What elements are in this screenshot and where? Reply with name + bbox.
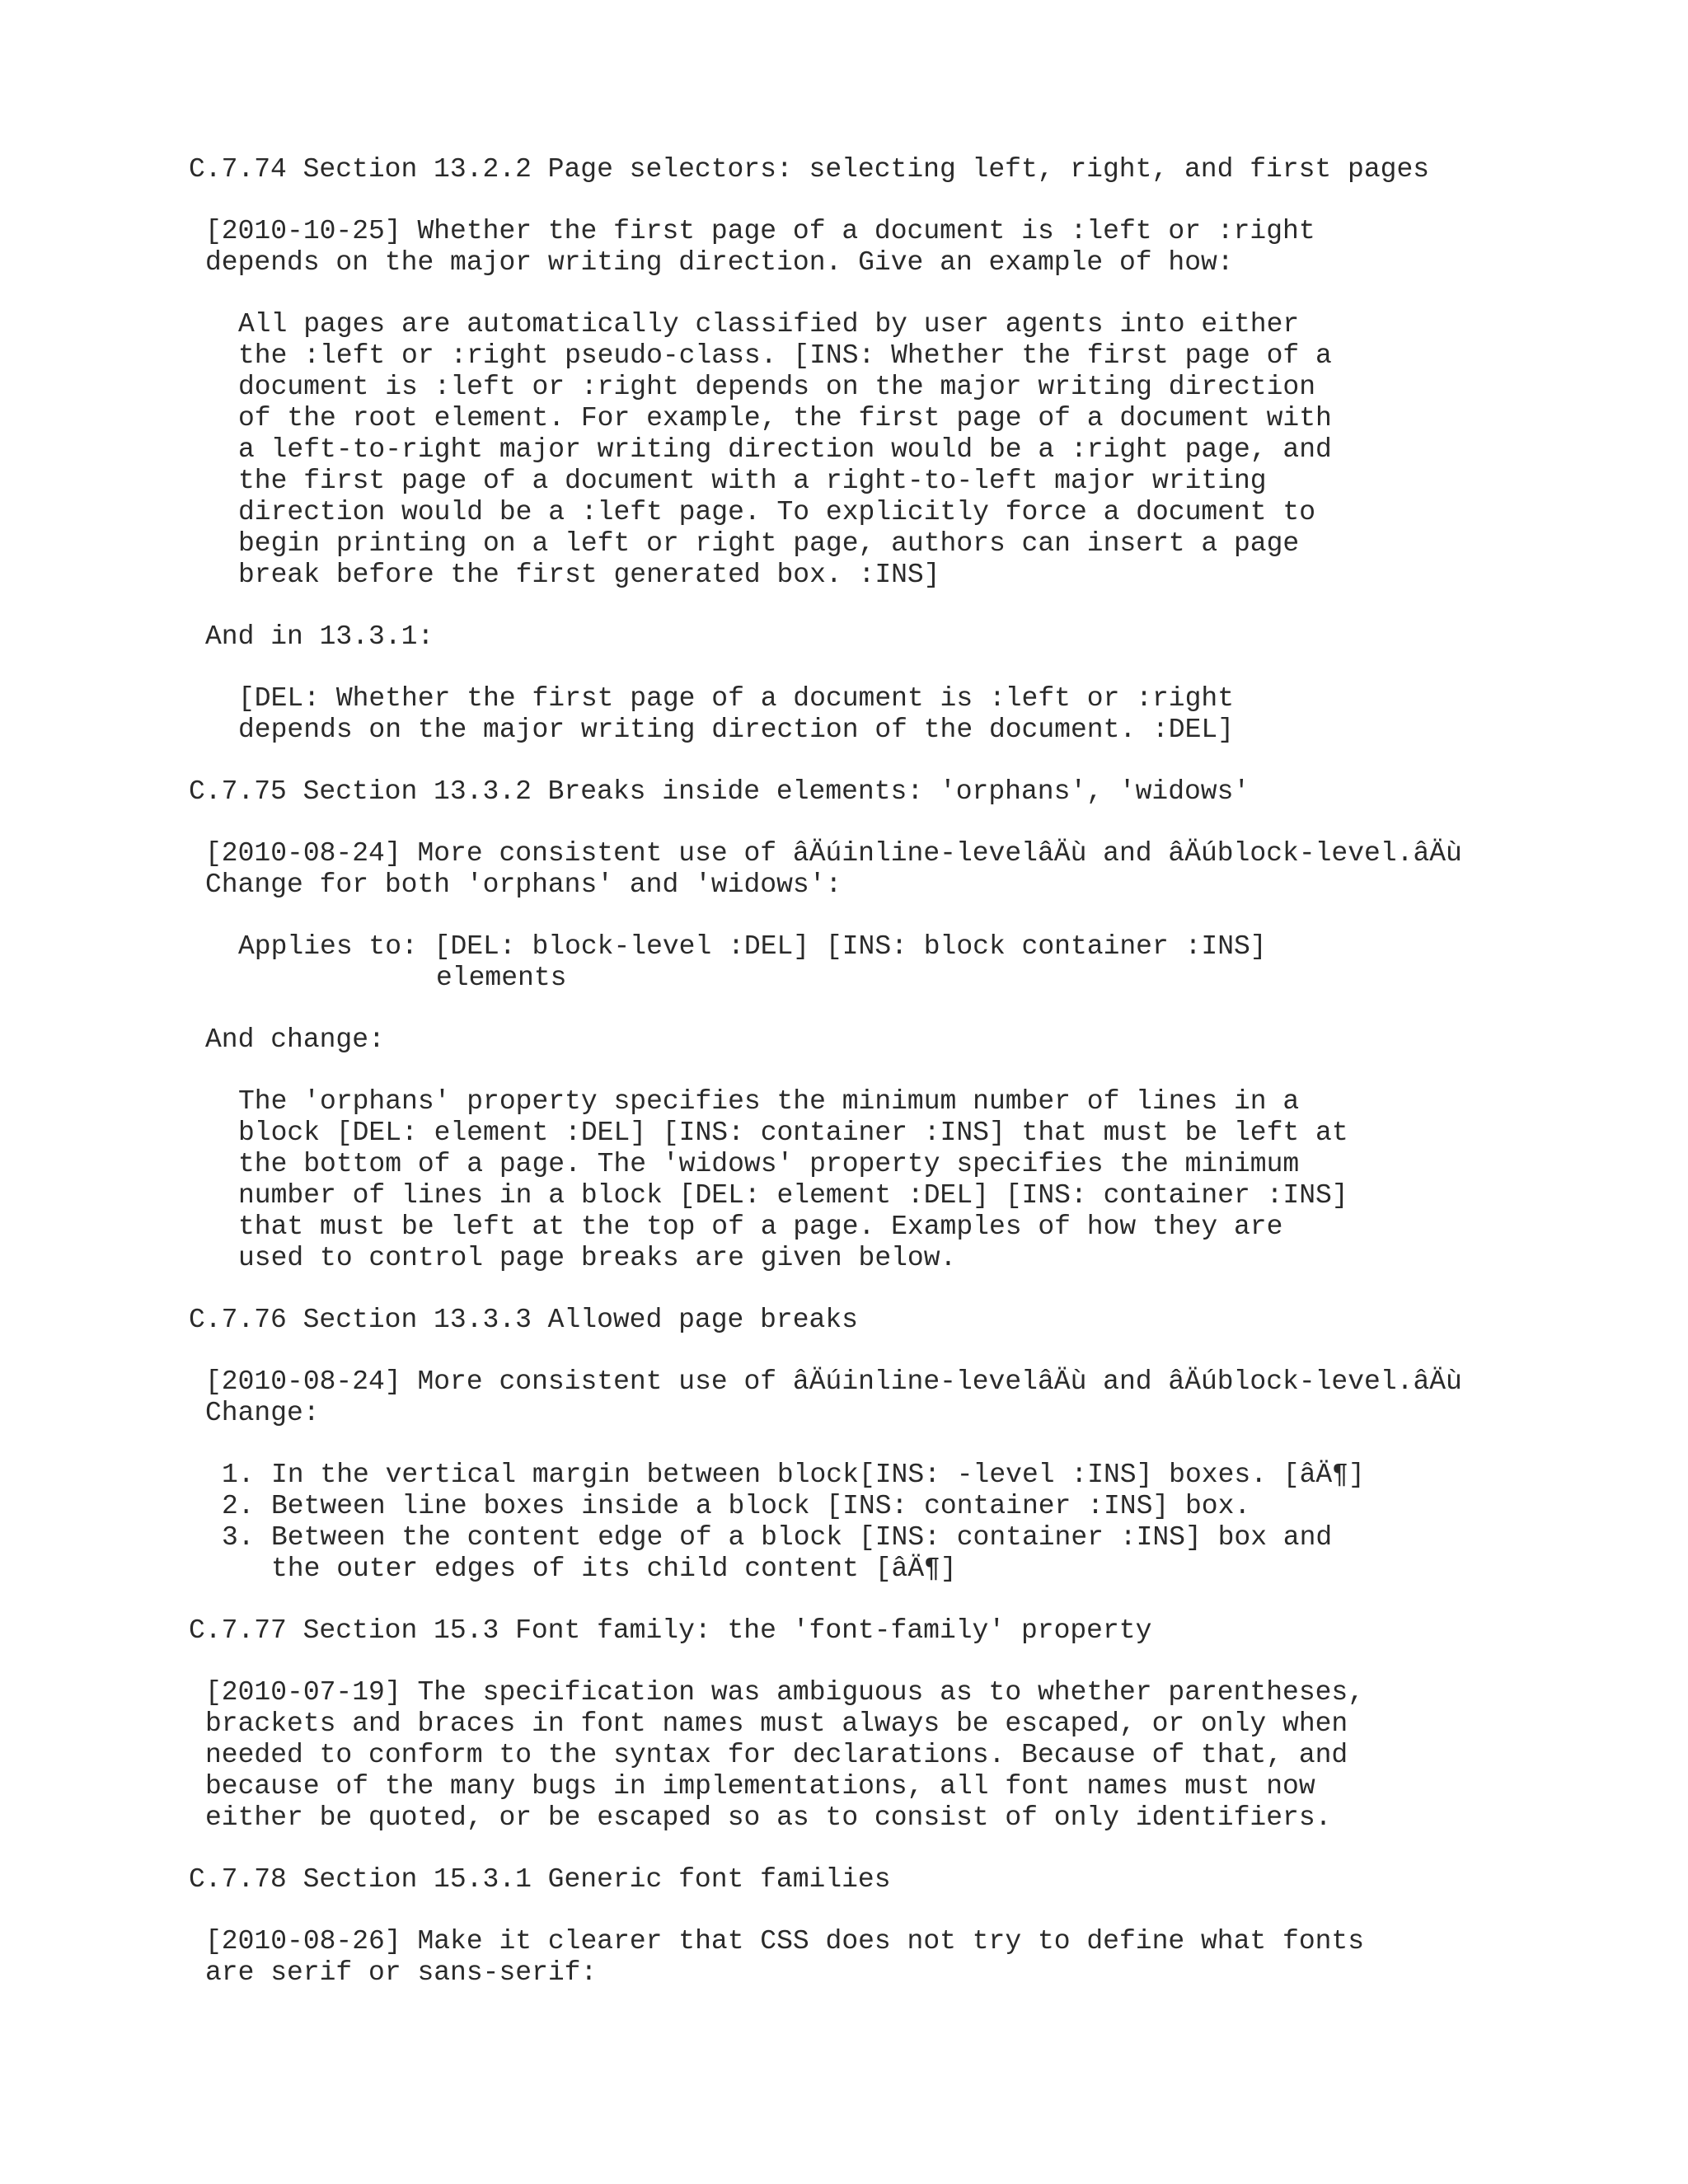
list-item: Between the content edge of a block [INS: container :INS] box and <box>271 1522 1333 1553</box>
section-heading: C.7.77 Section 15.3 Font family: the 'font-family' property <box>189 1615 1152 1646</box>
quote-line: block [DEL: element :DEL] [INS: container :INS] that must be left at <box>238 1118 1348 1148</box>
quote-line: begin printing on a left or right page, authors can insert a page <box>238 528 1300 559</box>
quote-line: [DEL: Whether the first page of a document is :left or :right <box>238 683 1234 714</box>
quote-line: the first page of a document with a right-to-left major writing <box>238 466 1267 496</box>
list-item-number: 1. <box>222 1460 255 1490</box>
quote-line: elements <box>436 963 567 993</box>
quote-line: depends on the major writing direction of the document. :DEL] <box>238 715 1234 745</box>
paragraph-line: [2010-08-26] Make it clearer that CSS does not try to define what fonts <box>205 1926 1365 1957</box>
paragraph-line: either be quoted, or be escaped so as to consist of only identifiers. <box>205 1802 1332 1833</box>
paragraph-line: Change for both 'orphans' and 'widows': <box>205 869 842 900</box>
list-item: the outer edges of its child content [âÄ¶] <box>271 1554 957 1584</box>
paragraph-line: depends on the major writing direction. Give an example of how: <box>205 247 1234 278</box>
paragraph-line: [2010-08-24] More consistent use of âÄúinline-levelâÄù and âÄúblock-level.âÄù <box>205 1366 1462 1397</box>
quote-line: break before the first generated box. :INS] <box>238 560 940 590</box>
list-item-number: 2. <box>222 1491 255 1521</box>
section-heading: C.7.74 Section 13.2.2 Page selectors: selecting left, right, and first pages <box>189 154 1430 185</box>
section-heading: C.7.78 Section 15.3.1 Generic font families <box>189 1864 891 1895</box>
quote-line: The 'orphans' property specifies the minimum number of lines in a <box>238 1086 1300 1117</box>
paragraph-line: are serif or sans-serif: <box>205 1957 598 1988</box>
paragraph-line: because of the many bugs in implementations, all font names must now <box>205 1771 1315 1802</box>
section-heading: C.7.76 Section 13.3.3 Allowed page breaks <box>189 1305 858 1335</box>
list-item: In the vertical margin between block[INS: -level :INS] boxes. [âÄ¶] <box>271 1460 1365 1490</box>
paragraph-line: [2010-08-24] More consistent use of âÄúinline-levelâÄù and âÄúblock-level.âÄù <box>205 838 1462 869</box>
quote-line: All pages are automatically classified by user agents into either <box>238 309 1300 340</box>
quote-line: the :left or :right pseudo-class. [INS: Whether the first page of a <box>238 340 1332 371</box>
quote-line: document is :left or :right depends on the major writing direction <box>238 372 1316 402</box>
paragraph-line: Change: <box>205 1398 320 1428</box>
quote-line: of the root element. For example, the first page of a document with <box>238 403 1332 434</box>
quote-line: that must be left at the top of a page. Examples of how they are <box>238 1212 1283 1242</box>
paragraph-line: And in 13.3.1: <box>205 621 434 652</box>
paragraph-line: And change: <box>205 1024 385 1055</box>
quote-line: Applies to: [DEL: block-level :DEL] [INS: block container :INS] <box>238 931 1267 962</box>
paragraph-line: needed to conform to the syntax for declarations. Because of that, and <box>205 1740 1348 1770</box>
section-heading: C.7.75 Section 13.3.2 Breaks inside elements: 'orphans', 'widows' <box>189 776 1250 807</box>
quote-line: the bottom of a page. The 'widows' property specifies the minimum <box>238 1149 1300 1179</box>
paragraph-line: [2010-07-19] The specification was ambiguous as to whether parentheses, <box>205 1677 1365 1708</box>
quote-line: direction would be a :left page. To explicitly force a document to <box>238 497 1316 527</box>
quote-line: number of lines in a block [DEL: element :DEL] [INS: container :INS] <box>238 1180 1348 1211</box>
paragraph-line: brackets and braces in font names must always be escaped, or only when <box>205 1708 1348 1739</box>
list-item-number: 3. <box>222 1522 255 1553</box>
paragraph-line: [2010-10-25] Whether the first page of a document is :left or :right <box>205 216 1315 246</box>
quote-line: a left-to-right major writing direction would be a :right page, and <box>238 434 1332 465</box>
quote-line: used to control page breaks are given below. <box>238 1243 957 1273</box>
list-item: Between line boxes inside a block [INS: container :INS] box. <box>271 1491 1251 1521</box>
